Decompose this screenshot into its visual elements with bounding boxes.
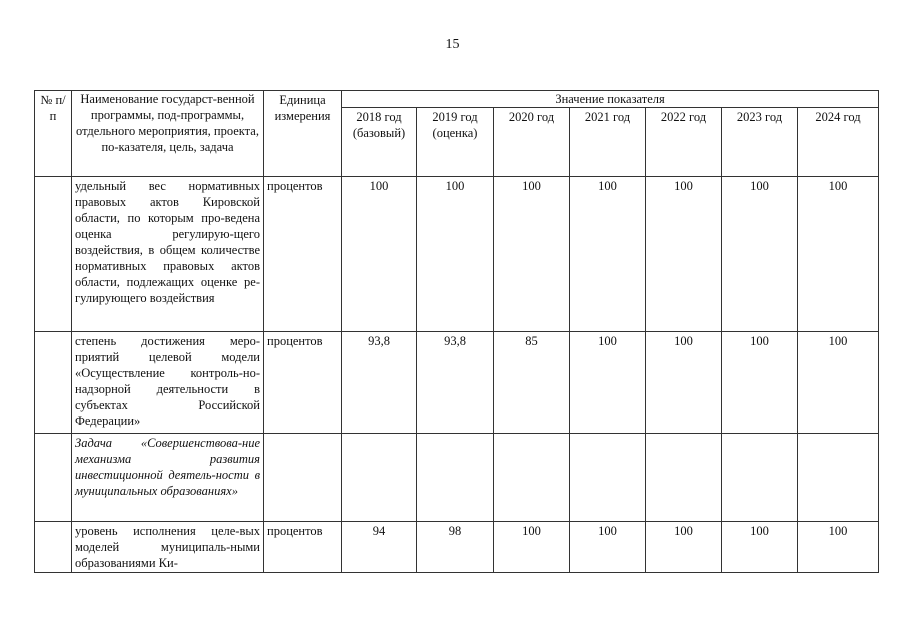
row-value: 100 [494, 177, 570, 332]
header-year-2019: 2019 год (оценка) [417, 108, 494, 177]
page-number: 15 [445, 37, 460, 52]
row-value: 85 [494, 332, 570, 434]
row-value [722, 434, 798, 522]
row-num [35, 177, 72, 332]
row-unit [264, 434, 342, 522]
row-value: 100 [798, 522, 879, 573]
row-value: 100 [342, 177, 417, 332]
row-value: 100 [722, 177, 798, 332]
row-value: 93,8 [417, 332, 494, 434]
row-value: 100 [798, 177, 879, 332]
row-value [342, 434, 417, 522]
row-num [35, 332, 72, 434]
row-value: 100 [570, 332, 646, 434]
row-value [798, 434, 879, 522]
row-num [35, 434, 72, 522]
indicator-table [34, 90, 879, 573]
row-value: 100 [722, 332, 798, 434]
row-value: 98 [417, 522, 494, 573]
header-year-2020: 2020 год [494, 108, 570, 177]
header-year-2024: 2024 год [798, 108, 879, 177]
row-value: 100 [494, 522, 570, 573]
table-row-task [35, 434, 879, 522]
row-value [417, 434, 494, 522]
header-year-2023: 2023 год [722, 108, 798, 177]
row-value: 100 [722, 522, 798, 573]
header-year-2021: 2021 год [570, 108, 646, 177]
row-value [494, 434, 570, 522]
header-year-2022: 2022 год [646, 108, 722, 177]
row-value [570, 434, 646, 522]
row-name: степень достижения меро-приятий целевой модели «Осуществление контроль-но-надзорной деятельности в субъектах Российской Федерации» [72, 332, 264, 434]
row-value: 94 [342, 522, 417, 573]
header-year-2018: 2018 год (базовый) [342, 108, 417, 177]
row-value: 100 [646, 177, 722, 332]
row-value: 100 [570, 177, 646, 332]
table-row [35, 177, 879, 332]
row-value: 100 [798, 332, 879, 434]
row-num [35, 522, 72, 573]
row-name: уровень исполнения целе-вых моделей муниципаль-ными образованиями Ки- [72, 522, 264, 573]
header-unit: Единица измерения [264, 91, 342, 177]
table-row [35, 522, 879, 573]
row-value: 93,8 [342, 332, 417, 434]
header-num: № п/п [35, 91, 72, 177]
row-value: 100 [646, 522, 722, 573]
row-unit: процентов [264, 177, 342, 332]
row-unit: процентов [264, 522, 342, 573]
table-row [35, 332, 879, 434]
row-name: удельный вес нормативных правовых актов Кировской области, по которым про-ведена оценка регулирую-щего воздействия, в общем количестве нормативных правовых актов области, подлежащих оценке ре-гулирующего воздействия [72, 177, 264, 332]
row-value [646, 434, 722, 522]
task-name: Задача «Совершенствова-ние механизма развития инвестиционной деятель-ности в муниципальных образованиях» [72, 434, 264, 522]
row-value: 100 [570, 522, 646, 573]
row-value: 100 [417, 177, 494, 332]
header-value-group: Значение показателя [342, 91, 879, 108]
row-value: 100 [646, 332, 722, 434]
header-name: Наименование государст-венной программы, под-программы, отдельного мероприятия, проекта, по-казателя, цель, задача [72, 91, 264, 177]
table-header [35, 91, 879, 177]
row-unit: процентов [264, 332, 342, 434]
